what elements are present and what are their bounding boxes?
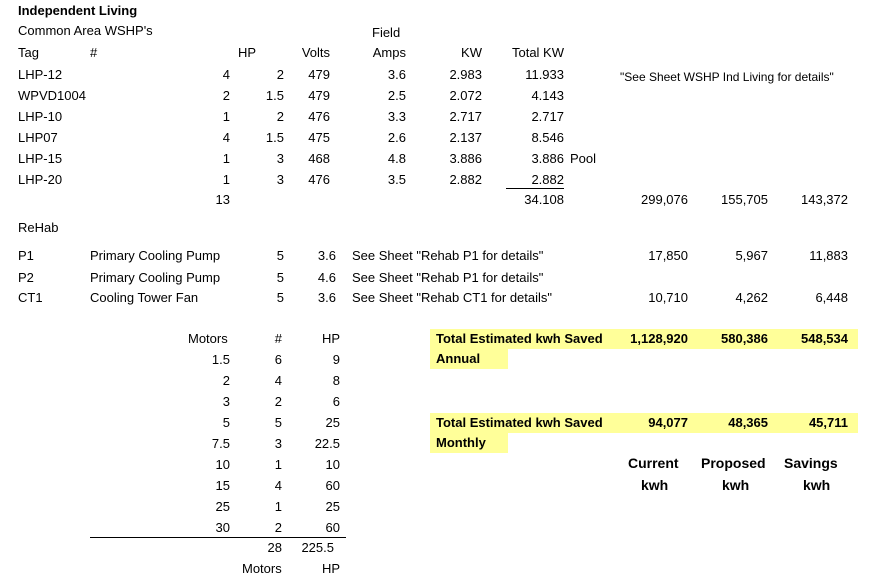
motors-row-size: 25 (215, 499, 230, 514)
column-header-count: # (90, 45, 98, 60)
wshp-total-count: 13 (215, 192, 230, 207)
table-row-kw: 2.137 (449, 130, 482, 145)
table-row-note-pool: Pool (570, 151, 597, 166)
motors-row-size: 3 (222, 394, 230, 409)
rehab-row-hp: 5 (276, 270, 284, 285)
wshp-total-savings-kwh: 143,372 (801, 192, 848, 207)
motors-total-underline (90, 537, 346, 538)
table-row-total-kw: 3.886 (531, 151, 564, 166)
rehab-row-desc: Primary Cooling Pump (90, 248, 221, 263)
column-header-current-kwh-line2: kwh (641, 477, 669, 493)
rehab-row-detail-note: See Sheet "Rehab P1 for details" (352, 248, 544, 263)
motors-row-count: 2 (274, 394, 282, 409)
table-row-volts: 479 (308, 88, 330, 103)
rehab-row-tag: CT1 (18, 290, 43, 305)
monthly-summary-savings-kwh: 45,711 (808, 415, 848, 430)
table-row-total-kw: 11.933 (525, 67, 564, 82)
table-row-volts: 476 (308, 172, 330, 187)
motors-row-count: 5 (274, 415, 282, 430)
column-header-amps: Amps (372, 45, 406, 60)
rehab-row-amps: 3.6 (317, 290, 336, 305)
motors-row-hp: 25 (325, 415, 340, 430)
rehab-row-tag: P1 (18, 248, 34, 263)
table-row-hp: 2 (276, 109, 284, 124)
table-row-tag: LHP-15 (18, 151, 63, 166)
rehab-row-amps: 3.6 (317, 248, 336, 263)
motors-footer-label: Motors (242, 561, 282, 576)
column-header-savings-kwh-line2: kwh (803, 477, 831, 493)
table-row-amps: 4.8 (387, 151, 406, 166)
motors-row-count: 6 (274, 352, 282, 367)
table-row-hp: 1.5 (265, 88, 284, 103)
table-row-tag: WPVD1004 (18, 88, 86, 103)
table-row-hp: 1.5 (265, 130, 284, 145)
rehab-row-detail-note: See Sheet "Rehab P1 for details" (352, 270, 544, 285)
wshp-total-current-kwh: 299,076 (641, 192, 688, 207)
motors-row-count: 2 (274, 520, 282, 535)
column-header-motors: Motors (188, 331, 228, 346)
table-row-volts: 476 (308, 109, 330, 124)
table-row-count: 4 (222, 130, 230, 145)
column-header-motor-hp: HP (321, 331, 340, 346)
annual-summary-label-line1: Total Estimated kwh Saved (436, 331, 603, 346)
table-row-count: 1 (222, 151, 230, 166)
table-row-volts: 475 (308, 130, 330, 145)
motors-row-hp: 25 (325, 499, 340, 514)
annual-summary-current-kwh: 1,128,920 (630, 331, 688, 346)
motors-footer-hp-label: HP (321, 561, 340, 576)
motors-row-hp: 60 (325, 520, 340, 535)
column-header-field: Field (372, 25, 401, 40)
motors-row-size: 30 (215, 520, 230, 535)
annual-summary-label-line2: Annual (436, 351, 481, 366)
column-header-volts: Volts (301, 45, 330, 60)
column-header-current-kwh-line1: Current (628, 455, 679, 471)
motors-row-count: 1 (274, 499, 282, 514)
table-row-tag: LHP07 (18, 130, 58, 145)
section-subtitle-common-area-wshp: Common Area WSHP's (18, 23, 153, 38)
motors-row-size: 2 (222, 373, 230, 388)
rehab-row-detail-note: See Sheet "Rehab CT1 for details" (352, 290, 553, 305)
table-row-count: 1 (222, 109, 230, 124)
motors-row-count: 3 (274, 436, 282, 451)
column-header-savings-kwh-line1: Savings (784, 455, 838, 471)
rehab-row-proposed-kwh: 4,262 (735, 290, 768, 305)
annual-summary-proposed-kwh: 580,386 (721, 331, 768, 346)
monthly-summary-proposed-kwh: 48,365 (728, 415, 768, 430)
column-header-tag: Tag (18, 45, 39, 60)
table-row-amps: 3.3 (387, 109, 406, 124)
motors-row-size: 15 (215, 478, 230, 493)
motors-row-hp: 6 (332, 394, 340, 409)
column-header-proposed-kwh-line2: kwh (722, 477, 750, 493)
monthly-summary-label-line2: Monthly (436, 435, 486, 450)
motors-total-hp: 225.5 (301, 540, 334, 555)
motors-row-count: 4 (274, 478, 282, 493)
table-row-total-kw: 2.717 (531, 109, 564, 124)
table-row-total-kw: 8.546 (531, 130, 564, 145)
column-header-motor-count: # (274, 331, 282, 346)
section-title-independent-living: Independent Living (18, 3, 138, 18)
rehab-row-tag: P2 (18, 270, 34, 285)
table-row-kw: 2.072 (449, 88, 482, 103)
annual-summary-savings-kwh: 548,534 (801, 331, 848, 346)
rehab-row-desc: Primary Cooling Pump (90, 270, 221, 285)
table-row-amps: 3.6 (387, 67, 406, 82)
motors-row-size: 7.5 (211, 436, 230, 451)
table-row-kw: 2.882 (449, 172, 482, 187)
motors-row-hp: 10 (325, 457, 340, 472)
monthly-summary-label-line1: Total Estimated kwh Saved (436, 415, 603, 430)
table-row-total-kw: 4.143 (531, 88, 564, 103)
table-row-kw: 2.983 (449, 67, 482, 82)
table-row-total-kw: 2.882 (531, 172, 564, 187)
rehab-row-proposed-kwh: 5,967 (735, 248, 768, 263)
table-row-hp: 3 (276, 172, 284, 187)
column-header-total-kw: Total KW (511, 45, 564, 60)
rehab-row-current-kwh: 17,850 (648, 248, 688, 263)
table-row-hp: 2 (276, 67, 284, 82)
rehab-row-hp: 5 (276, 290, 284, 305)
table-row-tag: LHP-20 (18, 172, 63, 187)
column-header-proposed-kwh-line1: Proposed (701, 455, 766, 471)
motors-row-hp: 60 (325, 478, 340, 493)
rehab-row-savings-kwh: 6,448 (815, 290, 848, 305)
motors-row-hp: 9 (332, 352, 340, 367)
motors-row-size: 1.5 (211, 352, 230, 367)
table-row-count: 1 (222, 172, 230, 187)
table-row-tag: LHP-10 (18, 109, 63, 124)
rehab-row-savings-kwh: 11,883 (809, 248, 848, 263)
motors-row-hp: 22.5 (314, 436, 340, 451)
table-row-count: 2 (222, 88, 230, 103)
motors-total-count: 28 (267, 540, 282, 555)
motors-row-size: 10 (215, 457, 230, 472)
rehab-row-desc: Cooling Tower Fan (90, 290, 199, 305)
total-kw-underline (506, 188, 564, 189)
table-row-amps: 2.6 (387, 130, 406, 145)
column-header-kw: KW (461, 45, 482, 60)
motors-row-hp: 8 (332, 373, 340, 388)
rehab-row-amps: 4.6 (317, 270, 336, 285)
wshp-total-proposed-kwh: 155,705 (721, 192, 768, 207)
motors-row-count: 4 (274, 373, 282, 388)
rehab-row-hp: 5 (276, 248, 284, 263)
table-row-volts: 479 (308, 67, 330, 82)
section-title-rehab: ReHab (18, 220, 59, 235)
table-row-count: 4 (222, 67, 230, 82)
rehab-row-current-kwh: 10,710 (648, 290, 688, 305)
table-row-amps: 3.5 (387, 172, 406, 187)
motors-row-size: 5 (222, 415, 230, 430)
table-row-hp: 3 (276, 151, 284, 166)
table-row-volts: 468 (308, 151, 330, 166)
motors-row-count: 1 (274, 457, 282, 472)
table-row-kw: 3.886 (449, 151, 482, 166)
table-row-amps: 2.5 (387, 88, 406, 103)
table-row-kw: 2.717 (449, 109, 482, 124)
wshp-total-kw: 34.108 (524, 192, 564, 207)
wshp-detail-note: "See Sheet WSHP Ind Living for details" (620, 70, 834, 84)
column-header-hp: HP (237, 45, 256, 60)
table-row-tag: LHP-12 (18, 67, 63, 82)
monthly-summary-current-kwh: 94,077 (648, 415, 688, 430)
